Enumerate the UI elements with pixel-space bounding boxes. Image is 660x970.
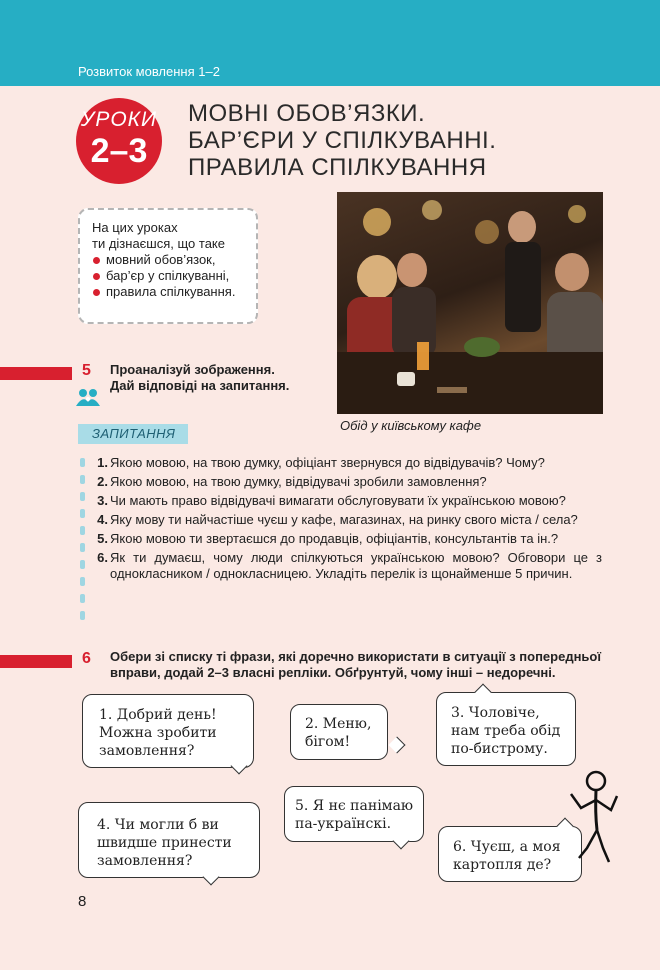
task5-marker — [0, 367, 72, 380]
stick-figure-icon — [565, 768, 623, 868]
question-item: 6. Як ти думаєш, чому люди спілкуються українською мовою? Обговори це з однокласником / однокласницею. Укладіть перелік із щонайменше 5 причин. — [97, 550, 602, 581]
speech-bubble-5: 5. Я нє панімаю па-українскі. — [284, 786, 424, 842]
section-label: Розвиток мовлення 1–2 — [78, 64, 220, 79]
question-item: 3. Чи мають право відвідувачі вимагати обслуговувати їх українською мовою? — [97, 493, 566, 508]
lesson-word: УРОКИ — [80, 108, 158, 131]
lesson-number: 2–3 — [90, 132, 148, 170]
goal-item: бар’єр у спілкуванні, — [92, 268, 246, 284]
task6-marker — [0, 655, 72, 668]
question-item: 4. Яку мову ти найчастіше чуєш у кафе, магазинах, на ринку свого міста / села? — [97, 512, 578, 527]
cafe-photo — [337, 192, 603, 414]
page-number: 8 — [78, 893, 87, 910]
speech-bubble-6: 6. Чуєш, а моя картопля де? — [438, 826, 582, 882]
goal-item: правила спілкування. — [92, 284, 246, 300]
lesson-badge — [76, 98, 162, 184]
speech-bubble-4: 4. Чи могли б ви швидше принести замовлення? — [78, 802, 260, 878]
question-item: 5. Якою мовою ти звертаєшся до продавців, офіціантів, консультантів та ін.? — [97, 531, 559, 546]
task5-number: 5 — [82, 362, 91, 379]
goal-item: мовний обов’язок, — [92, 252, 246, 268]
page-title: МОВНІ ОБОВ’ЯЗКИ. БАР’ЄРИ У СПІЛКУВАННІ. ПРАВИЛА СПІЛКУВАННЯ — [188, 100, 497, 181]
goals-intro: ти дізнаєшся, що таке — [92, 236, 225, 251]
lesson-goals-box — [78, 208, 258, 324]
decorative-dots — [80, 458, 86, 628]
goals-intro: На цих уроках — [92, 220, 178, 235]
pair-work-icon — [75, 388, 101, 408]
speech-bubble-2: 2. Меню, бігом! — [290, 704, 388, 760]
question-item: 2. Якою мовою, на твою думку, відвідувачі зробили замовлення? — [97, 474, 487, 489]
task5-instruction: Проаналізуй зображення. Дай відповіді на запитання. — [110, 362, 290, 393]
photo-caption: Обід у київському кафе — [340, 418, 482, 433]
task6-instruction: Обери зі списку ті фрази, які доречно використати в ситуації з попередньої вправи, додай 2–3 власні репліки. Обґрунтуй, чому інші – недоречні. — [110, 649, 602, 680]
speech-bubble-1: 1. Добрий день! Можна зробити замовлення? — [82, 694, 254, 768]
question-item: 1. Якою мовою, на твою думку, офіціант звернувся до відвідувачів? Чому? — [97, 455, 545, 470]
questions-label: ЗАПИТАННЯ — [78, 424, 188, 444]
questions-list — [96, 455, 602, 585]
task6-number: 6 — [82, 650, 91, 667]
speech-bubble-3: 3. Чоловіче, нам треба обід по-бистрому. — [436, 692, 576, 766]
goals-list — [92, 252, 246, 300]
